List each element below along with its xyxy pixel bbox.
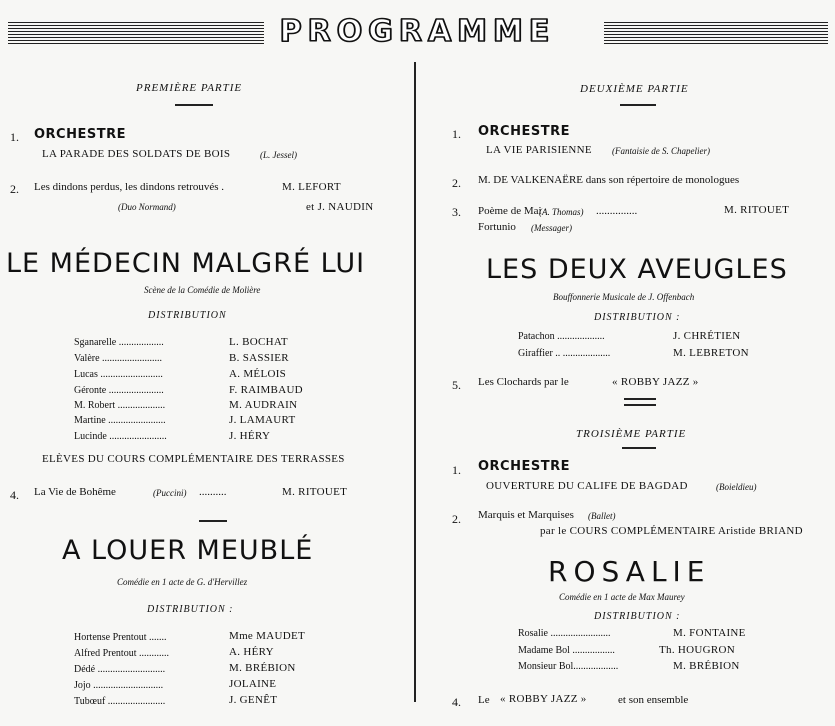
item-number: 3. (452, 205, 461, 219)
item-text: Les dindons perdus, les dindons retrouvés . (34, 181, 225, 193)
distribution-label: DISTRIBUTION (148, 310, 227, 321)
cast-role: Hortense Prentout ....... (74, 632, 167, 643)
cast-role: Tubœuf ....................... (74, 696, 166, 707)
play-title: A LOUER MEUBLÉ (62, 535, 314, 566)
part-three-heading: TROISIÈME PARTIE (576, 428, 687, 440)
distribution-label: DISTRIBUTION : (594, 611, 681, 622)
cast-role: Patachon ................... (518, 331, 605, 342)
distribution-label: DISTRIBUTION : (147, 604, 234, 615)
cast-actor: Th. HOUGRON (659, 644, 736, 656)
performer: M. RITOUET (724, 204, 790, 216)
item-number: 1. (10, 130, 19, 144)
cast-actor: A. HÉRY (229, 646, 274, 658)
cast-actor: A. MÉLOIS (229, 368, 287, 380)
cast-role: Sganarelle .................. (74, 337, 164, 348)
cast-role: Dédé ........................... (74, 664, 166, 675)
ornament-rule (624, 404, 656, 406)
composer: (Fantaisie de S. Chapelier) (612, 146, 710, 156)
band-name: « ROBBY JAZZ » (500, 693, 587, 705)
cast-actor: M. BRÉBION (673, 660, 740, 672)
play-subtitle: Comédie en 1 acte de G. d'Hervillez (117, 577, 248, 587)
cast-role: Monsieur Bol.................. (518, 661, 619, 672)
cast-role: Jojo ............................ (74, 680, 164, 691)
cast-role: Madame Bol ................. (518, 645, 615, 656)
item-heading: ORCHESTRE (478, 124, 570, 139)
performer: M. RITOUET (282, 486, 348, 498)
leader-dots: .......... (199, 486, 227, 498)
play-title: LES DEUX AVEUGLES (486, 254, 788, 285)
item-number: 4. (10, 488, 19, 502)
item-text: Fortunio (478, 221, 516, 233)
cast-actor: J. GENÊT (229, 694, 278, 706)
part-one-rule (175, 104, 213, 106)
item-subtitle: (Duo Normand) (118, 202, 176, 212)
cast-actor: M. LEBRETON (673, 347, 749, 359)
cast-role: Alfred Prentout ............ (74, 648, 169, 659)
cast-actor: JOLAINE (229, 678, 277, 690)
item-heading: ORCHESTRE (34, 127, 126, 142)
composer: (Boieldieu) (716, 482, 757, 492)
item-number: 1. (452, 463, 461, 477)
cast-actor: M. BRÉBION (229, 662, 296, 674)
cast-actor: M. AUDRAIN (229, 399, 298, 411)
cast-role: Rosalie ........................ (518, 628, 611, 639)
part-two-rule (620, 104, 656, 106)
piece-title: OUVERTURE DU CALIFE DE BAGDAD (486, 480, 688, 492)
ornament-rule (199, 520, 227, 522)
cast-actor: J. CHRÉTIEN (673, 330, 741, 342)
performer: M. LEFORT (282, 181, 341, 193)
cast-role: Géronte ...................... (74, 385, 164, 396)
play-title: LE MÉDECIN MALGRÉ LUI (6, 248, 366, 279)
performer: et J. NAUDIN (306, 201, 374, 213)
cast-actor: J. HÉRY (229, 430, 271, 442)
item-text: Poème de Mai (478, 205, 542, 217)
cast-actor: L. BOCHAT (229, 336, 288, 348)
cast-role: Lucas ......................... (74, 369, 163, 380)
cast-actor: F. RAIMBAUD (229, 384, 303, 396)
ornament-rule (624, 398, 656, 400)
cast-role: M. Robert ................... (74, 400, 166, 411)
school-note: ELÈVES DU COURS COMPLÉMENTAIRE DES TERRASSES (42, 453, 345, 465)
piece-title: LA PARADE DES SOLDATS DE BOIS (42, 148, 231, 160)
item-text: Le (478, 694, 490, 706)
page-title: PROGRAMME (279, 14, 556, 49)
item-number: 1. (452, 127, 461, 141)
item-text: M. DE VALKENAËRE dans son répertoire de monologues (478, 174, 740, 186)
item-number: 2. (452, 512, 461, 526)
cast-actor: J. LAMAURT (229, 414, 296, 426)
composer: (Ballet) (588, 511, 616, 521)
band-name: « ROBBY JAZZ » (612, 376, 699, 388)
part-two-heading: DEUXIÈME PARTIE (580, 83, 689, 95)
play-subtitle: Bouffonnerie Musicale de J. Offenbach (553, 292, 695, 302)
play-subtitle: Scène de la Comédie de Molière (144, 285, 261, 295)
play-subtitle: Comédie en 1 acte de Max Maurey (559, 592, 685, 602)
cast-actor: M. FONTAINE (673, 627, 746, 639)
item-text: La Vie de Bohême (34, 486, 116, 498)
part-one-heading: PREMIÈRE PARTIE (136, 82, 243, 94)
composer: (Messager) (531, 223, 572, 233)
cast-role: Giraffier .. ................... (518, 348, 611, 359)
item-text: Les Clochards par le (478, 376, 569, 388)
composer: (A. Thomas) (539, 207, 584, 217)
item-number: 4. (452, 695, 461, 709)
cast-actor: B. SASSIER (229, 352, 289, 364)
item-number: 5. (452, 378, 461, 392)
cast-role: Valère ........................ (74, 353, 163, 364)
cast-role: Lucinde ....................... (74, 431, 167, 442)
item-number: 2. (452, 176, 461, 190)
item-text: Marquis et Marquises (478, 509, 574, 521)
column-divider (414, 62, 416, 702)
composer: (L. Jessel) (260, 150, 297, 160)
leader-dots: ............... (596, 205, 638, 217)
performer-school: par le COURS COMPLÉMENTAIRE Aristide BRIAND (540, 525, 803, 537)
distribution-label: DISTRIBUTION : (594, 312, 681, 323)
play-title: ROSALIE (548, 555, 711, 588)
part-three-rule (622, 447, 656, 449)
cast-role: Martine ....................... (74, 415, 166, 426)
cast-actor: Mme MAUDET (229, 630, 306, 642)
item-heading: ORCHESTRE (478, 459, 570, 474)
piece-title: LA VIE PARISIENNE (486, 144, 592, 156)
composer: (Puccini) (153, 488, 187, 498)
item-number: 2. (10, 182, 19, 196)
item-text: et son ensemble (618, 694, 689, 706)
